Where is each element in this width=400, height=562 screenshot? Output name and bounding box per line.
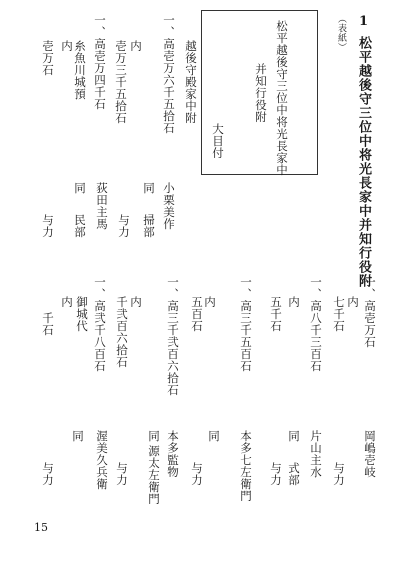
entry-dou-4: 同 <box>287 430 301 442</box>
entry-koku-7: 一、高弐千八百石 <box>93 276 107 372</box>
entry-name-5: 本多七左衛門 <box>239 430 253 502</box>
entry-dou-2: 同 <box>73 182 87 194</box>
entry-name-4: 片山主水 <box>309 430 323 478</box>
entry-koku-6: 一、高三千弐百六拾石 <box>166 276 180 396</box>
entry-dou-7: 同 <box>71 430 85 442</box>
entry-uchi-5: 内 <box>203 296 217 308</box>
entry-yoriki-1: 与力 <box>117 214 131 238</box>
entry-uchi-2: 内 <box>60 40 74 52</box>
entry-yoriki-4: 与力 <box>269 462 283 486</box>
entry-koku-3: 一、高壱万石 <box>363 276 377 348</box>
entry-uchi-3: 内 <box>346 296 360 308</box>
cover-note: （表紙） <box>336 14 346 52</box>
entry-sub-1: 壱万三千五拾石 <box>114 40 128 124</box>
entry-koku-5: 一、高三千五百石 <box>239 276 253 372</box>
entry-uchi-1: 内 <box>129 40 143 52</box>
entry-name-6: 本多監物 <box>166 430 180 478</box>
entry-yoriki-2: 与力 <box>41 214 55 238</box>
page-number: 15 <box>34 521 48 534</box>
section-number: 1 <box>356 14 371 30</box>
entry-name-1b: 掃部 <box>142 214 156 238</box>
entry-dou-5: 同 <box>207 430 221 442</box>
entry-name-7: 渥美久兵衛 <box>95 430 109 490</box>
entry-name-3: 岡嶋壱岐 <box>363 430 377 478</box>
entry-koku-2: 一、高壱万四千石 <box>93 14 107 110</box>
entry-role-2: 糸魚川城預 <box>73 40 87 100</box>
entry-uchi-4: 内 <box>287 296 301 308</box>
entry-yoriki-3: 与力 <box>332 462 346 486</box>
entry-name-2b: 民部 <box>73 214 87 238</box>
entry-dou-1: 同 <box>142 182 156 194</box>
entry-uchi-6: 内 <box>129 296 143 308</box>
entry-name-6b: 源太左衛門 <box>147 445 161 505</box>
cover-line-1: 松平越後守三位中将光長家中 <box>275 20 289 176</box>
entry-koku-4: 一、高八千三百石 <box>309 276 323 372</box>
page-title: 松平越後守三位中将光長家中并知行役附 <box>356 36 371 288</box>
entry-yoriki-6: 与力 <box>115 462 129 486</box>
entry-name-4b: 式部 <box>287 462 301 486</box>
entry-role-7: 御城代 <box>75 296 89 332</box>
entry-sub-4: 五千石 <box>269 296 283 332</box>
household-heading: 越後守殿家中附 <box>184 40 198 124</box>
entry-sub-3: 七千石 <box>332 296 346 332</box>
entry-sub-7: 千石 <box>41 312 55 336</box>
entry-name-1: 小栗美作 <box>162 182 176 230</box>
entry-sub-2: 壱万石 <box>41 40 55 76</box>
entry-uchi-7: 内 <box>60 296 74 308</box>
entry-name-2: 荻田主馬 <box>95 182 109 230</box>
entry-yoriki-7: 与力 <box>41 462 55 486</box>
cover-line-2: 并知行役附 <box>254 63 268 123</box>
entry-dou-6: 同 <box>147 430 161 442</box>
entry-koku-1: 一、高壱万六千五拾石 <box>162 14 176 134</box>
entry-yoriki-5: 与力 <box>190 462 204 486</box>
cover-line-3: 大目付 <box>211 123 225 159</box>
entry-sub-6: 千弐百六拾石 <box>115 296 129 368</box>
entry-sub-5: 五百石 <box>190 296 204 332</box>
